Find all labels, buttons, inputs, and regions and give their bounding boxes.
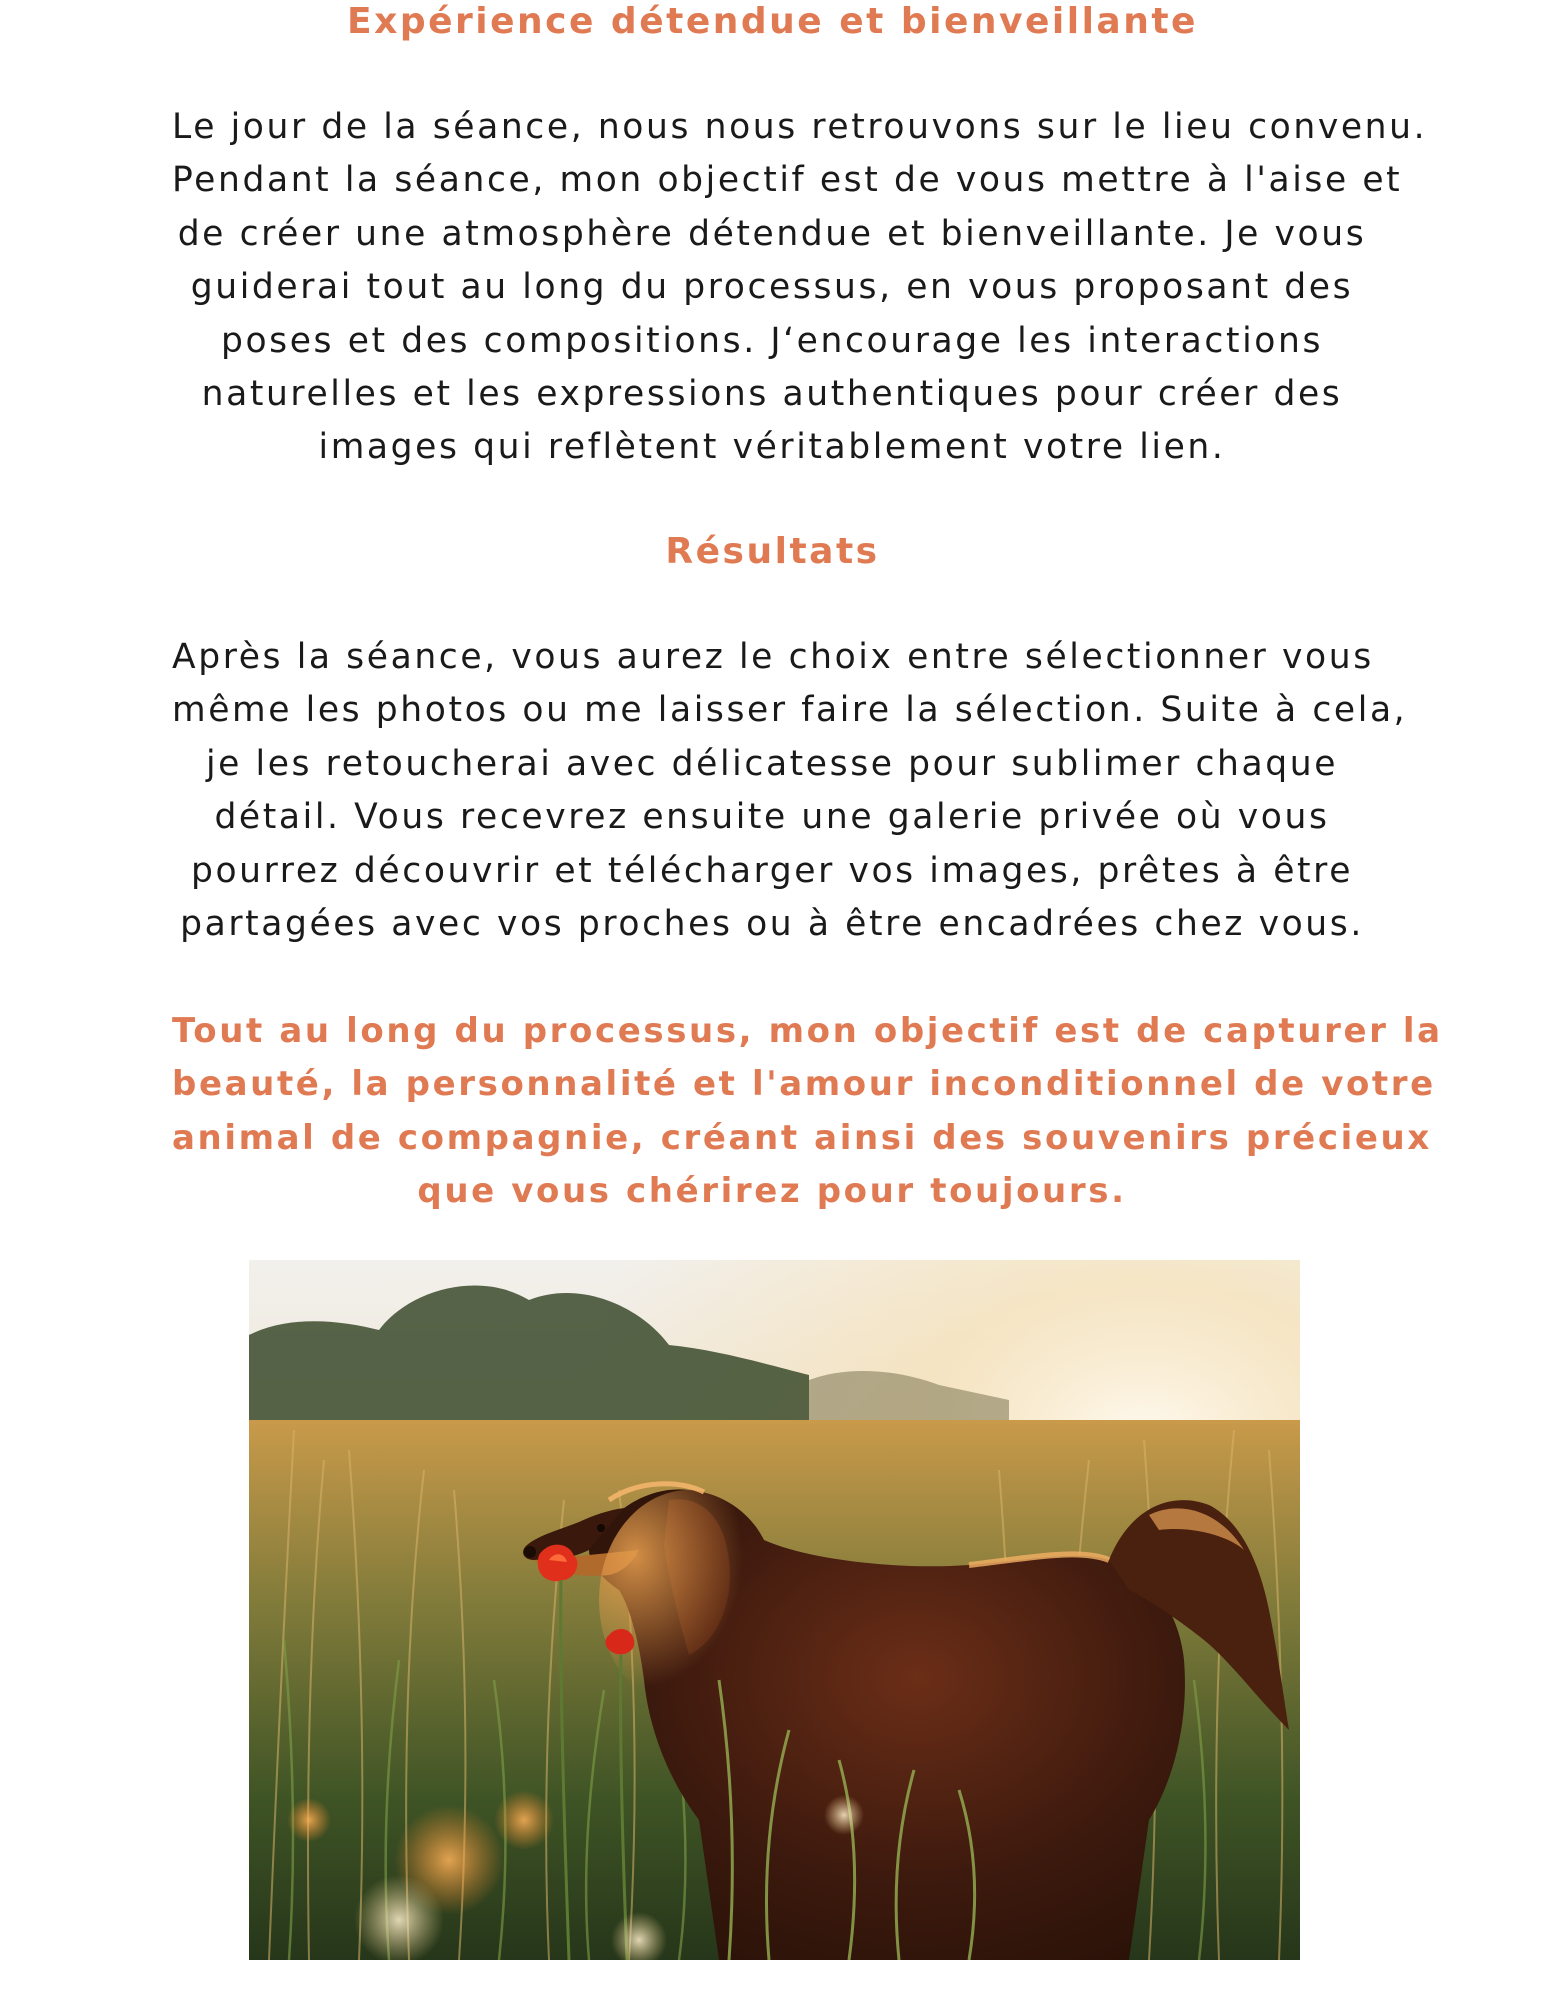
closing-line: que vous chérirez pour toujours. bbox=[417, 1171, 1127, 1212]
closing-line: Tout au long du processus, mon objectif est de capturer la bbox=[172, 1011, 1443, 1051]
closing-line: beauté, la personnalité et l'amour inconditionnel de votre bbox=[172, 1064, 1436, 1105]
paragraph-line: naturelles et les expressions authentiques pour créer des bbox=[201, 374, 1343, 415]
paragraph-line: Après la séance, vous aurez le choix entre sélectionner vous bbox=[172, 637, 1374, 677]
closing-statement bbox=[172, 1005, 1443, 1219]
paragraph-line: images qui reflètent véritablement votre lien. bbox=[318, 427, 1226, 468]
paragraph-line: partagées avec vos proches ou à être encadrées chez vous. bbox=[180, 904, 1364, 945]
results-paragraph bbox=[172, 631, 1408, 951]
paragraph-line: détail. Vous recevrez ensuite une galerie privée où vous bbox=[214, 797, 1330, 838]
paragraph-line: je les retoucherai avec délicatesse pour sublimer chaque bbox=[205, 743, 1339, 784]
paragraph-line: pourrez découvrir et télécharger vos images, prêtes à être bbox=[190, 850, 1354, 891]
section-title-results: Résultats bbox=[665, 531, 880, 572]
paragraph-line: Pendant la séance, mon objectif est de vous mettre à l'aise et bbox=[172, 160, 1403, 201]
paragraph-line: guiderai tout au long du processus, en vous proposant des bbox=[190, 267, 1354, 308]
experience-paragraph bbox=[172, 101, 1428, 475]
closing-line: animal de compagnie, créant ainsi des souvenirs précieux bbox=[172, 1117, 1432, 1158]
paragraph-line: de créer une atmosphère détendue et bienveillante. Je vous bbox=[177, 213, 1367, 254]
paragraph-line: poses et des compositions. J‘encourage les interactions bbox=[220, 320, 1324, 361]
section-title-experience: Expérience détendue et bienveillante bbox=[347, 1, 1198, 42]
paragraph-line: même les photos ou me laisser faire la sélection. Suite à cela, bbox=[172, 690, 1408, 731]
dog-in-meadow-photo bbox=[249, 1260, 1300, 1960]
paragraph-line: Le jour de la séance, nous nous retrouvons sur le lieu convenu. bbox=[172, 107, 1428, 147]
